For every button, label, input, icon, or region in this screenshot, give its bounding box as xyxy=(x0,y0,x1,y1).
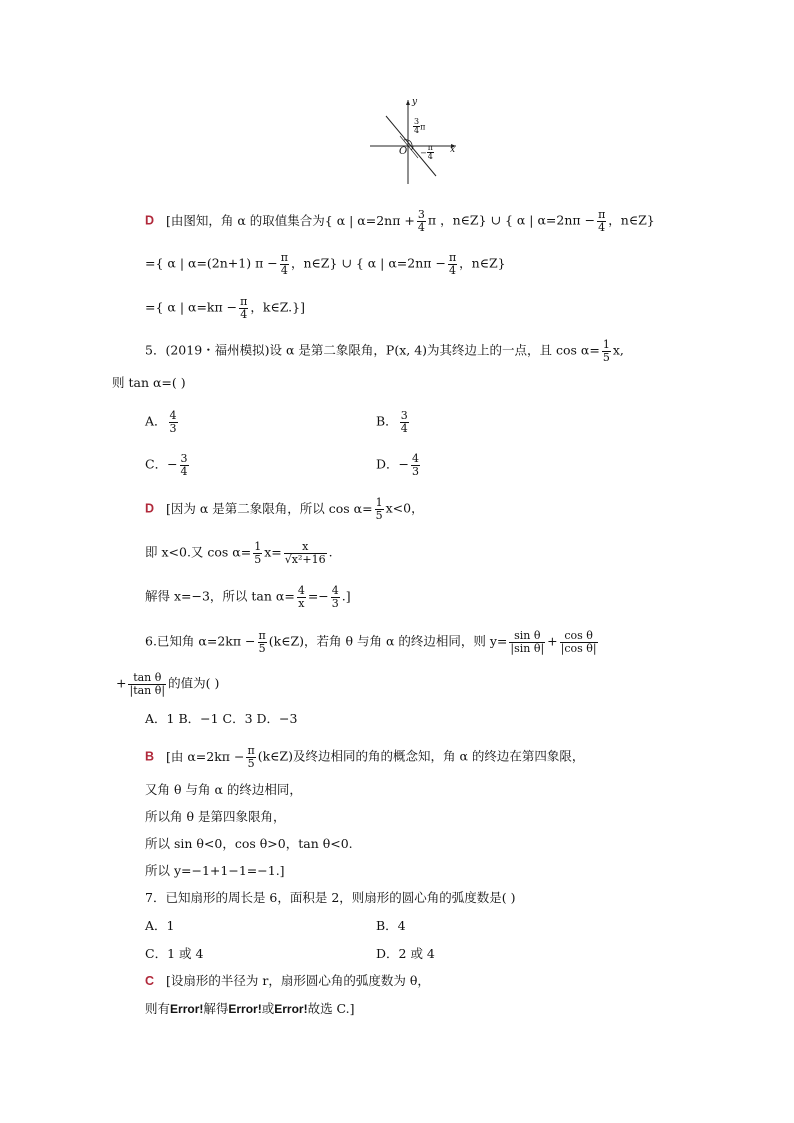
answer-letter: D xyxy=(145,213,155,228)
q5-stem-line1: 5．(2019・福州模拟)设 α 是第二象限角，P(x, 4)为其终边上的一点，且 cos α= $\frac{1}{5}$ x, xyxy=(145,338,624,364)
coordinate-axes xyxy=(366,96,462,186)
q6-stem-line1: 6.已知角 α=2kπ − $\frac{\pi}{5}$ (k∈Z)，若角 θ 与角 α 的终边相同，则 y= $\frac{\text{sin θ}}{\text{|sin θ|}}$ + $\frac{\text{cos θ}}{\text{|cos θ|}}$ xyxy=(145,629,597,655)
q5-option-d: D．− $\frac{4}{3}$ xyxy=(376,452,419,478)
q5-solution-line3: 解得 x=−3，所以 tan α= $\frac{4}{x}$ =− $\frac{4}{3}$ .] xyxy=(145,584,351,610)
answer-letter: D xyxy=(145,501,155,516)
q4-solution-line2: ={ α | α=(2n+1) π − $\frac{\pi}{4}$ ，n∈Z} ∪ { α | α=2nπ − $\frac{\pi}{4}$ ，n∈Z} xyxy=(145,251,506,277)
y-axis-label: y xyxy=(412,97,418,107)
answer-letter: B xyxy=(145,749,155,764)
lower-angle-label: − $\frac{\pi}{4}$ xyxy=(420,143,433,162)
q5-stem-line2: 则 tan α=( ) xyxy=(112,375,186,390)
q7-solution-line2: 则有Error!解得Error!或Error!故选 C.] xyxy=(145,1001,355,1016)
x-axis-label: x xyxy=(450,145,456,155)
q6-options: A．1 B．−1 C．3 D．−3 xyxy=(145,711,298,726)
answer-letter: C xyxy=(145,974,155,988)
q7-option-d: D．2 或 4 xyxy=(376,946,435,961)
q5-option-c: C．− $\frac{3}{4}$ xyxy=(145,452,188,478)
q7-solution-line1: C [设扇形的半径为 r，扇形圆心角的弧度数为 θ， xyxy=(145,973,430,988)
q7-option-c: C．1 或 4 xyxy=(145,946,204,961)
q6-solution-line3: 所以角 θ 是第四象限角， xyxy=(145,809,286,824)
origin-label: O xyxy=(399,146,408,157)
error-placeholder: Error! xyxy=(170,1002,204,1016)
q6-solution-line2: 又角 θ 与角 α 的终边相同， xyxy=(145,782,302,797)
q5-solution-line1: D [因为 α 是第二象限角，所以 cos α= $\frac{1}{5}$ x<0， xyxy=(145,496,424,522)
q6-solution-line5: 所以 y=−1+1−1=−1.] xyxy=(145,863,285,878)
error-placeholder: Error! xyxy=(274,1002,308,1016)
q4-solution-line3: ={ α | α=kπ − $\frac{\pi}{4}$ ，k∈Z.}] xyxy=(145,295,305,321)
error-placeholder: Error! xyxy=(228,1002,262,1016)
q5-option-b: B． $\frac{3}{4}$ xyxy=(376,409,408,435)
q6-solution-line4: 所以 sin θ<0，cos θ>0，tan θ<0. xyxy=(145,836,353,851)
q7-stem: 7．已知扇形的周长是 6，面积是 2，则扇形的圆心角的弧度数是( ) xyxy=(145,890,516,905)
q5-option-a: A． $\frac{4}{3}$ xyxy=(145,409,177,435)
q6-solution-line1: B [由 α=2kπ − $\frac{\pi}{5}$ (k∈Z)及终边相同的角的概念知，角 α 的终边在第四象限， xyxy=(145,744,585,770)
upper-angle-label: $\frac{3}{4}$ π xyxy=(414,117,426,136)
q7-option-b: B．4 xyxy=(376,918,406,933)
q7-option-a: A．1 xyxy=(145,918,175,933)
q4-solution-line1: D [由图知，角 α 的取值集合为{ α | α=2nπ + $\frac{3}{4}$ π ，n∈Z} ∪ { α | α=2nπ − $\frac{\pi}{4}$ ，n∈Z} xyxy=(145,208,655,234)
q5-solution-line2: 即 x<0.又 cos α= $\frac{1}{5}$ x= $\frac{x}{\text{√x²+16}}$ . xyxy=(145,540,333,566)
angle-figure xyxy=(366,96,462,186)
q6-stem-line2: + $\frac{\text{tan θ}}{\text{|tan θ|}}$ 的值为( ) xyxy=(116,671,220,697)
